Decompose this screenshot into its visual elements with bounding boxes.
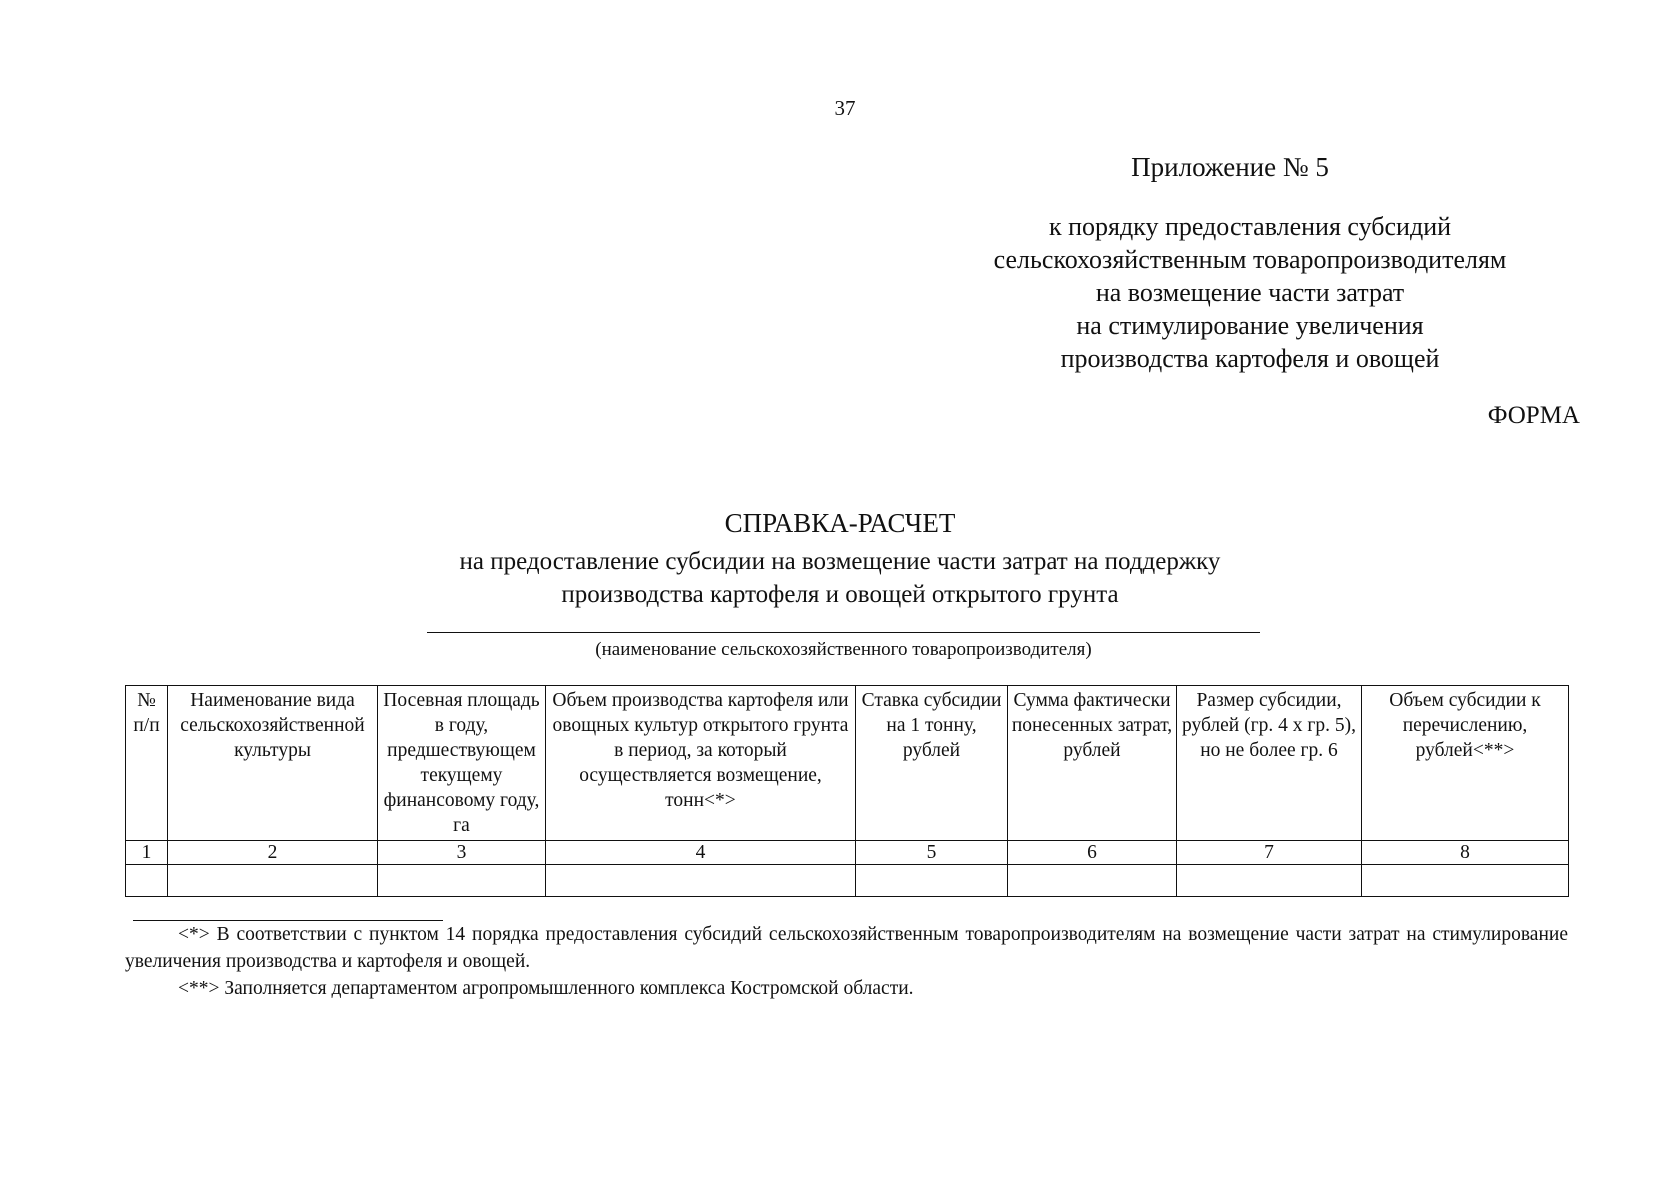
form-label: ФОРМА (1487, 402, 1580, 429)
empty-cell (126, 865, 168, 897)
appendix-line: к порядку предоставления субсидий (1048, 212, 1452, 241)
appendix-line: на возмещение части затрат (1095, 278, 1405, 307)
column-numbers-row (126, 841, 1569, 865)
document-title: СПРАВКА-РАСЧЕТ (724, 508, 956, 538)
empty-cell (168, 865, 378, 897)
empty-cell (546, 865, 856, 897)
column-number-cell: 8 (1362, 841, 1569, 865)
column-number-cell: 5 (856, 841, 1008, 865)
producer-name-line (427, 632, 1260, 633)
appendix-line: на стимулирование увеличения (1076, 311, 1424, 340)
column-number-cell: 3 (378, 841, 546, 865)
empty-cell (1177, 865, 1362, 897)
appendix-description (930, 210, 1570, 375)
header-cell: Размер субсидии, рублей (гр. 4 х гр. 5), но не более гр. 6 (1177, 686, 1362, 841)
subtitle-line: производства картофеля и овощей открытого грунта (561, 581, 1119, 608)
appendix-line: производства картофеля и овощей (1060, 344, 1440, 373)
column-number-cell: 7 (1177, 841, 1362, 865)
subtitle-line: на предоставление субсидии на возмещение части затрат на поддержку (459, 548, 1221, 575)
footnote-2: <**> Заполняется департаментом агропромышленного комплекса Костромской области. (178, 978, 914, 999)
column-number-cell: 1 (126, 841, 168, 865)
table-row (126, 865, 1569, 897)
empty-cell (378, 865, 546, 897)
page-number: 37 (834, 96, 856, 120)
column-number-cell: 4 (546, 841, 856, 865)
column-number-cell: 6 (1008, 841, 1177, 865)
calculation-table (125, 685, 1569, 897)
empty-cell (856, 865, 1008, 897)
empty-cell (1008, 865, 1177, 897)
header-cell: Объем субсидии к перечислению, рублей<**> (1362, 686, 1569, 841)
column-number-cell: 2 (168, 841, 378, 865)
footnote-1: <*> В соответствии с пунктом 14 порядка предоставления субсидий сельскохозяйственным товаропроизводителям на возмещение части затрат на стимулирование увеличения производства и картофеля и овощей. (125, 924, 1568, 972)
producer-name-caption: (наименование сельскохозяйственного товаропроизводителя) (595, 639, 1092, 660)
table-header-row (126, 686, 1569, 841)
appendix-title: Приложение № 5 (1131, 152, 1329, 182)
empty-cell (1362, 865, 1569, 897)
header-cell: Ставка субсидии на 1 тонну, рублей (856, 686, 1008, 841)
document-subtitle (340, 545, 1340, 611)
header-cell: № п/п (126, 686, 168, 841)
header-cell: Наименование вида сельскохозяйственной культуры (168, 686, 378, 841)
appendix-line: сельскохозяйственным товаропроизводителям (993, 245, 1507, 274)
header-cell: Сумма фактически понесенных затрат, рублей (1008, 686, 1177, 841)
header-cell: Объем производства картофеля или овощных культур открытого грунта в период, за который осуществляется возмещение, тонн<*> (546, 686, 856, 841)
header-cell: Посевная площадь в году, предшествующем текущему финансовому году, га (378, 686, 546, 841)
